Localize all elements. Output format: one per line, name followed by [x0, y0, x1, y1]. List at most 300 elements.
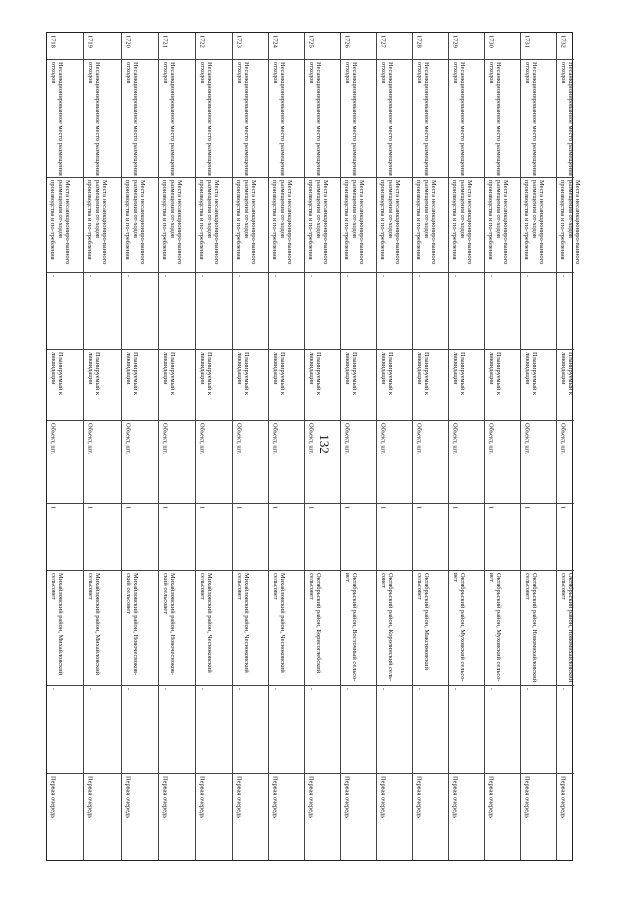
cell-object-status — [233, 350, 268, 421]
cell-text: Места несанкциониро-ванного размещения от-ходов производства и по-требления — [124, 180, 147, 265]
cell-object-status — [341, 350, 376, 421]
cell-text: Объект, шт. — [198, 423, 206, 455]
cell-object-status — [557, 350, 574, 421]
cell-text: Места несанкциониро-ванного размещения от-ходов производства и по-требления — [49, 180, 72, 265]
cell-text: Места несанкциониро-ванного размещения от-ходов производства и по-требления — [161, 180, 184, 265]
cell-object-name — [449, 60, 484, 178]
cell-empty-value-1 — [196, 273, 232, 350]
cell-implementation-stage — [377, 774, 412, 862]
cell-text: 1 — [198, 506, 206, 510]
cell-text: 1 — [49, 506, 57, 510]
cell-row-number — [521, 33, 556, 60]
cell-quantity — [341, 504, 376, 571]
cell-text: Планируемый к ликвидации — [415, 352, 430, 395]
cell-text: Объект, шт. — [415, 423, 423, 455]
cell-text: Объект, шт. — [161, 423, 169, 455]
cell-row-number — [233, 33, 268, 60]
cell-text: - — [271, 688, 279, 691]
cell-text: Несанкционированное место размещения отходов — [487, 62, 502, 176]
cell-text: 1718 — [49, 35, 57, 48]
cell-text: Октябрьский район, Новомихайловский сельсовет — [523, 573, 538, 683]
cell-row-number — [196, 33, 232, 60]
table-row — [449, 33, 485, 860]
cell-row-number — [377, 33, 412, 60]
table-row — [269, 33, 305, 860]
cell-quantity — [159, 504, 195, 571]
data-table — [46, 32, 582, 861]
cell-text: Несанкционированное место размещения отходов — [124, 62, 139, 176]
cell-text: Планируемый к ликвидации — [523, 352, 538, 395]
cell-text: - — [86, 275, 94, 278]
cell-empty-value-2 — [233, 686, 268, 774]
cell-unit-of-measure — [449, 421, 484, 504]
cell-text: - — [343, 688, 351, 691]
cell-object-name — [84, 60, 121, 178]
cell-location — [485, 571, 520, 686]
cell-text: Планируемый к ликвидации — [451, 352, 466, 395]
cell-text: - — [523, 688, 531, 691]
cell-text: Объект, шт. — [271, 423, 279, 455]
cell-object-description — [269, 178, 304, 273]
cell-text: Первая очередь — [415, 776, 423, 819]
cell-text: Октябрьский район, Новомихайловский сельсовет — [559, 573, 574, 683]
cell-implementation-stage — [413, 774, 448, 862]
cell-object-description — [196, 178, 232, 273]
table-row — [341, 33, 377, 860]
cell-unit-of-measure — [233, 421, 268, 504]
cell-text: Места несанкциониро-ванного размещения от-ходов производства и по-требления — [523, 180, 546, 265]
cell-location — [305, 571, 340, 686]
cell-text: Октябрьский район, Борисоглебский сельсовет — [307, 573, 322, 674]
cell-object-status — [305, 350, 340, 421]
cell-row-number — [159, 33, 195, 60]
cell-empty-value-2 — [305, 686, 340, 774]
cell-location — [159, 571, 195, 686]
cell-row-number — [305, 33, 340, 60]
cell-empty-value-1 — [449, 273, 484, 350]
cell-text: Места несанкциониро-ванного размещения от-ходов производства и по-требления — [559, 180, 582, 265]
cell-unit-of-measure — [485, 421, 520, 504]
cell-text: Первая очередь — [343, 776, 351, 819]
cell-text: - — [86, 688, 94, 691]
cell-row-number — [413, 33, 448, 60]
cell-text: Несанкционированное место размещения отходов — [559, 62, 574, 176]
cell-text: - — [49, 688, 57, 691]
cell-empty-value-1 — [122, 273, 158, 350]
cell-text: Несанкционированное место размещения отходов — [86, 62, 101, 176]
cell-implementation-stage — [84, 774, 121, 862]
cell-quantity — [485, 504, 520, 571]
cell-text: 1727 — [379, 35, 387, 48]
cell-text: - — [124, 688, 132, 691]
table-row — [47, 33, 84, 860]
cell-text: Места несанкциониро-ванного размещения от-ходов производства и по-требления — [86, 180, 109, 265]
cell-text: - — [198, 275, 206, 278]
cell-text: 1721 — [161, 35, 169, 48]
cell-object-description — [122, 178, 158, 273]
cell-text: Несанкционированное место размещения отходов — [379, 62, 394, 176]
cell-text: Планируемый к ликвидации — [307, 352, 322, 395]
cell-text: 1 — [415, 506, 423, 510]
cell-text: 1731 — [523, 35, 531, 48]
cell-object-description — [233, 178, 268, 273]
cell-text: Михайловский район, Чесноковский сельсовет — [235, 573, 250, 673]
cell-text: 1 — [271, 506, 279, 510]
cell-text: Планируемый к ликвидации — [198, 352, 213, 395]
cell-text: Планируемый к ликвидации — [487, 352, 502, 395]
cell-text: Первая очередь — [451, 776, 459, 819]
cell-text: 1 — [161, 506, 169, 510]
cell-object-name — [196, 60, 232, 178]
cell-text: 1723 — [235, 35, 243, 48]
cell-text: Несанкционированное место размещения отходов — [271, 62, 286, 176]
cell-implementation-stage — [159, 774, 195, 862]
cell-text: Первая очередь — [86, 776, 94, 819]
cell-object-status — [449, 350, 484, 421]
cell-implementation-stage — [521, 774, 556, 862]
cell-implementation-stage — [341, 774, 376, 862]
cell-object-name — [557, 60, 574, 178]
cell-text: Места несанкциониро-ванного размещения от-ходов производства и по-требления — [415, 180, 438, 265]
cell-object-description — [449, 178, 484, 273]
cell-empty-value-2 — [196, 686, 232, 774]
cell-object-status — [84, 350, 121, 421]
cell-quantity — [449, 504, 484, 571]
cell-object-name — [233, 60, 268, 178]
cell-text: 1 — [523, 506, 531, 510]
cell-location — [233, 571, 268, 686]
cell-empty-value-1 — [341, 273, 376, 350]
cell-location — [557, 571, 574, 686]
cell-empty-value-1 — [159, 273, 195, 350]
cell-unit-of-measure — [159, 421, 195, 504]
cell-unit-of-measure — [305, 421, 340, 504]
cell-object-status — [196, 350, 232, 421]
cell-text: Михайловский район, Новочесноков-ский сельсовет — [124, 573, 139, 676]
cell-text: Места несанкциониро-ванного размещения от-ходов производства и по-требления — [307, 180, 330, 265]
cell-location — [377, 571, 412, 686]
cell-text: Планируемый к ликвидации — [379, 352, 394, 395]
cell-text: Первая очередь — [487, 776, 495, 819]
cell-text: Октябрьский район, Восточный сельсо-вет — [343, 573, 358, 682]
cell-text: Первая очередь — [235, 776, 243, 819]
cell-text: Объект, шт. — [124, 423, 132, 455]
cell-text: - — [271, 275, 279, 278]
cell-object-status — [377, 350, 412, 421]
cell-implementation-stage — [557, 774, 574, 862]
cell-text: Первая очередь — [307, 776, 315, 819]
cell-row-number — [84, 33, 121, 60]
cell-text: 1720 — [124, 35, 132, 48]
cell-text: 1730 — [487, 35, 495, 48]
cell-text: Октябрьский район, Муховский сельсо-вет — [451, 573, 466, 682]
cell-empty-value-1 — [521, 273, 556, 350]
cell-text: 1725 — [307, 35, 315, 48]
cell-object-status — [521, 350, 556, 421]
cell-text: - — [451, 275, 459, 278]
cell-object-status — [122, 350, 158, 421]
cell-object-description — [159, 178, 195, 273]
cell-text: - — [161, 688, 169, 691]
cell-location — [196, 571, 232, 686]
cell-object-description — [377, 178, 412, 273]
cell-text: Несанкционированное место размещения отходов — [451, 62, 466, 176]
cell-empty-value-1 — [84, 273, 121, 350]
cell-quantity — [413, 504, 448, 571]
cell-unit-of-measure — [341, 421, 376, 504]
cell-location — [521, 571, 556, 686]
cell-empty-value-2 — [521, 686, 556, 774]
cell-text: Несанкционированное место размещения отходов — [523, 62, 538, 176]
cell-unit-of-measure — [47, 421, 83, 504]
cell-empty-value-2 — [377, 686, 412, 774]
cell-object-description — [557, 178, 582, 273]
cell-object-description — [485, 178, 520, 273]
cell-text: - — [161, 275, 169, 278]
cell-text: Места несанкциониро-ванного размещения от-ходов производства и по-требления — [271, 180, 294, 265]
cell-row-number — [449, 33, 484, 60]
cell-text: Несанкционированное место размещения отходов — [235, 62, 250, 176]
cell-implementation-stage — [233, 774, 268, 862]
cell-text: Места несанкциониро-ванного размещения от-ходов производства и по-требления — [379, 180, 402, 265]
cell-text: 1732 — [559, 35, 567, 48]
cell-text: - — [379, 688, 387, 691]
cell-object-status — [413, 350, 448, 421]
cell-text: Места несанкциониро-ванного размещения от-ходов производства и по-требления — [198, 180, 221, 265]
cell-object-description — [521, 178, 556, 273]
cell-text: - — [379, 275, 387, 278]
cell-unit-of-measure — [377, 421, 412, 504]
cell-quantity — [557, 504, 574, 571]
cell-object-name — [159, 60, 195, 178]
cell-text: - — [523, 275, 531, 278]
cell-unit-of-measure — [196, 421, 232, 504]
cell-text: - — [559, 688, 567, 691]
cell-text: 1724 — [271, 35, 279, 48]
cell-quantity — [122, 504, 158, 571]
cell-empty-value-2 — [449, 686, 484, 774]
table-row — [84, 33, 122, 860]
cell-object-name — [47, 60, 83, 178]
cell-text: Михайловский район, Чесноковский сельсовет — [198, 573, 213, 673]
cell-empty-value-2 — [269, 686, 304, 774]
cell-unit-of-measure — [557, 421, 574, 504]
table-row — [159, 33, 196, 860]
cell-text: - — [235, 275, 243, 278]
cell-row-number — [122, 33, 158, 60]
cell-empty-value-2 — [84, 686, 121, 774]
cell-text: 1722 — [198, 35, 206, 48]
cell-object-description — [84, 178, 121, 273]
cell-row-number — [269, 33, 304, 60]
cell-text: Октябрьский район, Муховский сельсо-вет — [487, 573, 502, 682]
cell-text: Объект, шт. — [379, 423, 387, 455]
cell-empty-value-2 — [122, 686, 158, 774]
cell-text: - — [307, 275, 315, 278]
cell-text: Первая очередь — [271, 776, 279, 819]
cell-text: 1 — [86, 506, 94, 510]
cell-object-description — [47, 178, 83, 273]
cell-object-status — [47, 350, 83, 421]
cell-text: Несанкционированное место размещения отходов — [198, 62, 213, 176]
table-row — [233, 33, 269, 860]
cell-implementation-stage — [485, 774, 520, 862]
cell-text: - — [49, 275, 57, 278]
cell-quantity — [233, 504, 268, 571]
cell-object-name — [521, 60, 556, 178]
cell-text: - — [415, 275, 423, 278]
cell-empty-value-1 — [47, 273, 83, 350]
cell-implementation-stage — [47, 774, 83, 862]
cell-text: - — [235, 688, 243, 691]
cell-text: Михайловский район, Новочесноков-ский сельсовет — [161, 573, 176, 676]
table-row — [521, 33, 557, 860]
cell-empty-value-2 — [413, 686, 448, 774]
cell-object-name — [413, 60, 448, 178]
cell-text: Места несанкциониро-ванного размещения от-ходов производства и по-требления — [235, 180, 258, 265]
cell-text: 1 — [487, 506, 495, 510]
cell-empty-value-1 — [305, 273, 340, 350]
cell-text: Объект, шт. — [559, 423, 567, 455]
cell-quantity — [377, 504, 412, 571]
cell-text: 1719 — [86, 35, 94, 48]
cell-text: Места несанкциониро-ванного размещения от-ходов производства и по-требления — [487, 180, 510, 265]
table-row — [377, 33, 413, 860]
cell-text: Места несанкциониро-ванного размещения от-ходов производства и по-требления — [451, 180, 474, 265]
cell-text: 1 — [307, 506, 315, 510]
cell-text: Объект, шт. — [86, 423, 94, 455]
cell-location — [269, 571, 304, 686]
cell-text: - — [124, 275, 132, 278]
cell-text: 1 — [343, 506, 351, 510]
cell-text: Объект, шт. — [235, 423, 243, 455]
table-row — [305, 33, 341, 860]
cell-object-name — [305, 60, 340, 178]
table-row — [196, 33, 233, 860]
cell-object-status — [159, 350, 195, 421]
cell-object-description — [341, 178, 376, 273]
cell-quantity — [521, 504, 556, 571]
cell-location — [84, 571, 121, 686]
cell-text: Первая очередь — [523, 776, 531, 819]
cell-text: 1 — [235, 506, 243, 510]
cell-quantity — [269, 504, 304, 571]
cell-text: Октябрьский район, Максимовский сельсовет — [415, 573, 430, 671]
cell-text: - — [451, 688, 459, 691]
cell-text: Несанкционированное место размещения отходов — [307, 62, 322, 176]
cell-quantity — [84, 504, 121, 571]
cell-empty-value-1 — [377, 273, 412, 350]
cell-row-number — [485, 33, 520, 60]
cell-text: Планируемый к ликвидации — [161, 352, 176, 395]
table-row — [122, 33, 159, 860]
cell-text: 1 — [379, 506, 387, 510]
cell-text: - — [487, 688, 495, 691]
cell-text: 1726 — [343, 35, 351, 48]
cell-text: Планируемый к ликвидации — [124, 352, 139, 395]
cell-quantity — [305, 504, 340, 571]
cell-object-name — [122, 60, 158, 178]
cell-unit-of-measure — [413, 421, 448, 504]
cell-text: Планируемый к ликвидации — [49, 352, 64, 395]
cell-implementation-stage — [449, 774, 484, 862]
cell-empty-value-2 — [341, 686, 376, 774]
cell-text: 1 — [559, 506, 567, 510]
cell-text: Первая очередь — [379, 776, 387, 819]
cell-object-status — [485, 350, 520, 421]
cell-implementation-stage — [269, 774, 304, 862]
cell-text: Планируемый к ликвидации — [86, 352, 101, 395]
cell-text: Объект, шт. — [307, 423, 315, 455]
cell-text: 1 — [451, 506, 459, 510]
cell-text: Несанкционированное место размещения отходов — [49, 62, 64, 176]
table-row — [413, 33, 449, 860]
cell-text: Планируемый к ликвидации — [559, 352, 574, 395]
cell-empty-value-1 — [269, 273, 304, 350]
cell-text: Первая очередь — [198, 776, 206, 819]
cell-text: Несанкционированное место размещения отходов — [415, 62, 430, 176]
cell-object-name — [377, 60, 412, 178]
cell-unit-of-measure — [269, 421, 304, 504]
cell-empty-value-1 — [557, 273, 574, 350]
cell-empty-value-1 — [413, 273, 448, 350]
cell-location — [341, 571, 376, 686]
cell-object-description — [413, 178, 448, 273]
cell-text: Михайловский район, Михайловский сельсовет — [49, 573, 64, 676]
cell-text: - — [198, 688, 206, 691]
cell-object-name — [485, 60, 520, 178]
cell-implementation-stage — [196, 774, 232, 862]
cell-text: - — [487, 275, 495, 278]
cell-unit-of-measure — [122, 421, 158, 504]
cell-text: Несанкционированное место размещения отходов — [161, 62, 176, 176]
cell-text: - — [307, 688, 315, 691]
cell-text: - — [415, 688, 423, 691]
cell-object-name — [341, 60, 376, 178]
cell-empty-value-2 — [557, 686, 574, 774]
cell-unit-of-measure — [84, 421, 121, 504]
cell-empty-value-2 — [485, 686, 520, 774]
cell-text: Объект, шт. — [523, 423, 531, 455]
cell-quantity — [47, 504, 83, 571]
cell-text: - — [559, 275, 567, 278]
cell-text: Михайловский район, Чесноковский сельсовет — [271, 573, 286, 673]
cell-object-name — [269, 60, 304, 178]
table-row — [485, 33, 521, 860]
cell-location — [449, 571, 484, 686]
cell-text: Планируемый к ликвидации — [235, 352, 250, 395]
cell-text: Первая очередь — [559, 776, 567, 819]
cell-text: Объект, шт. — [49, 423, 57, 455]
cell-object-description — [305, 178, 340, 273]
cell-object-status — [269, 350, 304, 421]
table-row — [557, 33, 582, 860]
cell-text: Октябрьский район, Королинский сель-совет — [379, 573, 394, 682]
cell-text: 1 — [124, 506, 132, 510]
cell-text: Первая очередь — [49, 776, 57, 819]
cell-empty-value-2 — [47, 686, 83, 774]
cell-text: Планируемый к ликвидации — [343, 352, 358, 395]
cell-location — [413, 571, 448, 686]
cell-implementation-stage — [122, 774, 158, 862]
cell-text: Первая очередь — [124, 776, 132, 819]
cell-text: Объект, шт. — [451, 423, 459, 455]
cell-row-number — [557, 33, 574, 60]
cell-unit-of-measure — [521, 421, 556, 504]
cell-empty-value-1 — [485, 273, 520, 350]
cell-text: - — [343, 275, 351, 278]
cell-text: Места несанкциониро-ванного размещения от-ходов производства и по-требления — [343, 180, 366, 265]
